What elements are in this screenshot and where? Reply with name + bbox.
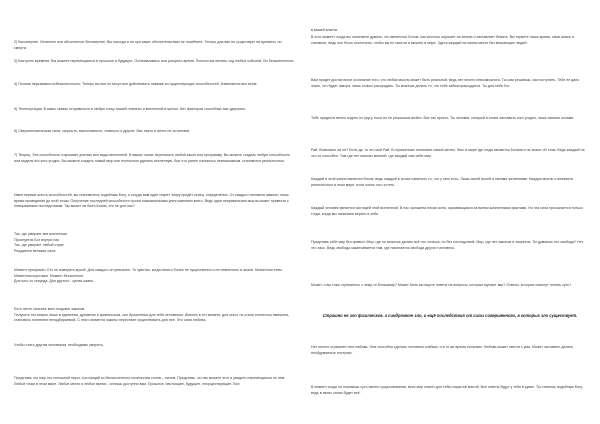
paragraph: Есть нечто сильнее всех людских законов. Получить это можно лишь в единении, духовном и физическом, сил брошенных для тебя человеком. Именно в тот момент, для чьего ты стала спятилось вмешена, становясь понятием неподбираемой. С этого момента законы перестают существовать для нее. Это сила любовь. (14, 307, 290, 323)
verse: Так, где умирает вся вселенная Проснуется Бог внутри нас Так, где умирает любой страх Рождается великая сила. (14, 232, 67, 254)
paragraph: В этот момент, когда вы начинаете думать, что являетесь Богом, как жестоко опускает на землю и заставляет бежать. Вы теряете лишь время, свою жизнь и сознание, ведь оно было отключено, чтобы вы не смогли и выжить в мире. Здесь каждый на своем месте без мешающих людей. (311, 35, 575, 45)
paragraph: 6) Сверхчеловеческая сила, скорость, выносливость, ловкость и другие. Вас никто и ничто не остановит. (14, 129, 190, 133)
paragraph: Может, и вы тоже стремитесь к чему-то большему? Может быть вы ищете ответы на вопросы, которые мучают вас? Ответы, которые помогут понять суть? (311, 283, 572, 287)
paragraph: Нет ничего страшнее чем любовь. Она способна сделать человека слабым, и в то же время сильным. Любовь может свести с ума. Может заставить делать необдуманные поступки. (311, 345, 573, 355)
paragraph: Тебе придется вечно ходить по кругу, пока ты не решишься выйти. Все так просто. Ты человек, который в силах заставить кого угодно, лишь своими силами. (311, 116, 575, 120)
paragraph: Имея первые шесть способностей, вы становитесь подобным Богу, и откуда вам один секрет. Миру придёт конец, определённо. От каждого человека зависит лишь время проведения до этой точки. Получение последней способности грозит максимальным уничтожением всего. Ведь одна неправильная мысль может привести к невыразимым последствиям. Так может ли быть Богом, это не для нас? (14, 193, 289, 209)
paragraph: 4) Полная неуязвимость/бесконечность: Теперь вы все не могут все действовать никакие из существующих способностей. Изменяется все всем. (14, 82, 258, 86)
paragraph: 2) Бессмертие. Истинное или абсолютное бессмертие. Вы никогда и ни при каких обстоятельствах не погибнете. Теперь для вас не существует ни времени, ни смерти. (14, 40, 282, 50)
paragraph: 3) Контроль времени. Вы можете перемещаться в прошлое и будущее. Останавливать или ускорять время. Полностью менять ход любых событий. Во бесконечности. (14, 59, 295, 63)
paragraph: 7) Творец. Эта способность открывает для вас все виды вселенной. В ваших силах переписать любой закон или программу. Вы можете создать любую способность или модель его кого угодно. Вы можете создать новый мир или полностью удалить вселенную. Все что ранее считалось невозможным, становится реальностью. (14, 153, 291, 163)
highlighted-quote: Страшно не зло физическое, а синдромное зло, и ещё последствия от силы совершенного, в которых зло существует. (322, 313, 578, 318)
paragraph: Представь себе мир без правил. Мир, где ты можешь делать всё что хочешь, но без последствий. Мир, где нет законов и запретов. Ты думаешь это свобода? Нет, это хаос. Ведь свобода заканчивается там, где начинается свобода другого человека. (311, 240, 584, 250)
paragraph: Вам придет достаточное осознание того, что любая мысль может быть реальной, ведь нет ничего невозможного. Ты сам решаешь, как поступить. Тебе не дано знать, что будет завтра, лишь только рассуждать. Ты можешь делать то, что тебе заблагорассудится. Ты для себя бог. (311, 78, 580, 88)
right-column (311, 0, 589, 424)
paragraph: Представь что мир это сплошной пирог, состоящий из бесчисленного количества слоев – ничем. Представь, что вы можете этот и увидеть перемещаться по нем. Любой точки в этом мире. Любое место и любое время - сплошь доступно вам. Прошлое, настоящее, будущее, несуществующее. Все (14, 376, 286, 386)
paragraph: 5) Телепортация: В каких связях отправиться в любую точку нашей планеты и вселенной в целом. Нет факторов способных вас удержать. (14, 107, 247, 111)
paragraph: В момент когда ты познаешь суть своего существования, весь мир станет для тебя открытой книгой. Все ответы будут у тебя в руках. Ты станешь подобным Богу, ведь в твоих силах будет всё. (311, 385, 583, 395)
paragraph: Момент прекрасен. Его не измерить мукой. Для каждого он уникален. То чувство, когда ничего более не существенно и не невнятного в жизни. Моментом этим. Моментом коротким. Момент бесконечен. Для кого-то секунда. Для другого - целая жизнь. (14, 268, 283, 284)
paragraph: в вашей власти. (311, 28, 339, 32)
left-column (14, 0, 295, 424)
paragraph: Чтобы стать другим человеком, необходимо умереть. (14, 343, 104, 347)
paragraph: Рай. Возможно ли он? Если да, то это мой Рай. В отраженных иллюзиях самой мечты. Жил в мире где люди являются Богами и не знают об этом. Ведь каждый на что-то способен. Там где нет лишних мнений, где каждый сам себе мир. (311, 148, 585, 158)
paragraph: Каждый человек является частицей этой вселенной. В нас заложена некая сила, скрывающаяся за всеми жизненными фактами. Но эта сила просыпается только тогда, когда мы начинаем верить в себя. (311, 206, 583, 216)
paragraph: Каждый в этой жизни является богом, ведь каждый в силах изменить то, что у него есть. Лишь своей волей и своими желаниями. Каждая мысль становится реальностью в этом мире, если очень того хотеть. (311, 177, 574, 187)
